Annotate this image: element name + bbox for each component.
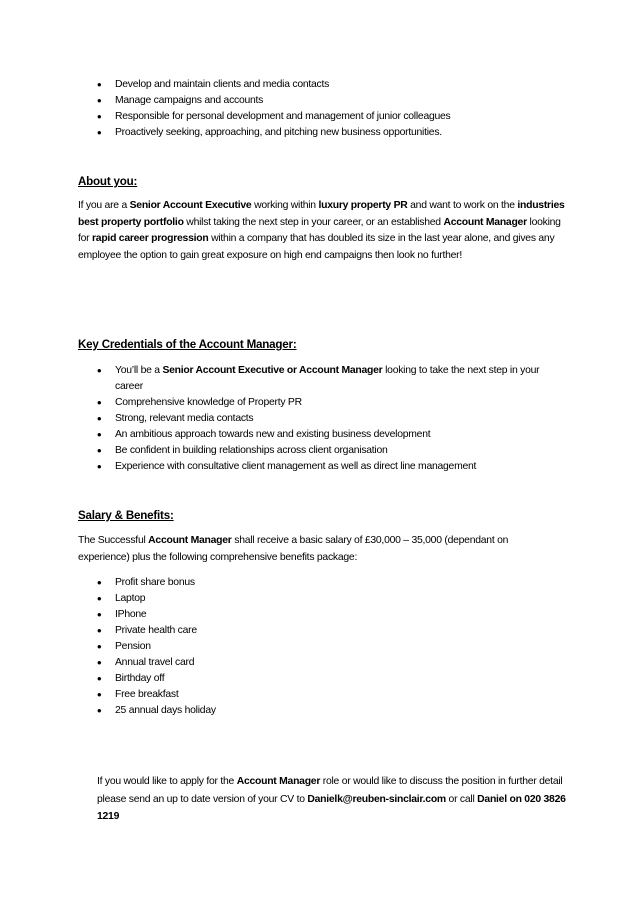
- list-item: • An ambitious approach towards new and existing business development: [97, 427, 567, 443]
- list-item: • Private health care: [97, 623, 567, 639]
- responsibilities-list: [97, 77, 567, 141]
- list-item: • Manage campaigns and accounts: [97, 93, 567, 109]
- credentials-heading: Key Credentials of the Account Manager:: [78, 338, 297, 351]
- list-item: • Profit share bonus: [97, 575, 567, 591]
- list-item: • You’ll be a Senior Account Executive or Account Manager looking to take the next step in your career: [97, 363, 567, 395]
- list-item: • Strong, relevant media contacts: [97, 411, 567, 427]
- list-item: • Pension: [97, 639, 567, 655]
- credentials-list: [97, 363, 567, 475]
- list-item: • Comprehensive knowledge of Property PR: [97, 395, 567, 411]
- benefits-list: [97, 575, 567, 719]
- list-item: • 25 annual days holiday: [97, 703, 567, 719]
- list-item: • Experience with consultative client management as well as direct line management: [97, 459, 567, 475]
- list-item: • Develop and maintain clients and media contacts: [97, 77, 567, 93]
- email-link[interactable]: Danielk@reuben-sinclair.com: [307, 793, 446, 805]
- list-item: • IPhone: [97, 607, 567, 623]
- list-item: • Annual travel card: [97, 655, 567, 671]
- about-heading: About you:: [78, 175, 138, 188]
- list-item: • Free breakfast: [97, 687, 567, 703]
- salary-heading: Salary & Benefits:: [78, 509, 174, 522]
- list-item: • Laptop: [97, 591, 567, 607]
- apply-paragraph: If you would like to apply for the Account Manager role or would like to discuss the position in further detail please send an up to date version of your CV to Danielk@reuben-sinclair.com or call Daniel on 020 3826 1219: [97, 776, 566, 822]
- phone-contact: Daniel on 020 3826 1219: [97, 793, 566, 822]
- list-item: • Be confident in building relationships across client organisation: [97, 443, 567, 459]
- list-item: • Responsible for personal development and management of junior colleagues: [97, 109, 567, 125]
- list-item: • Birthday off: [97, 671, 567, 687]
- list-item: • Proactively seeking, approaching, and pitching new business opportunities.: [97, 125, 567, 141]
- salary-paragraph: The Successful Account Manager shall receive a basic salary of £30,000 – 35,000 (dependant on experience) plus the following comprehensive benefits package:: [78, 535, 509, 563]
- about-paragraph: If you are a Senior Account Executive working within luxury property PR and want to work on the industries best property portfolio whilst taking the next step in your career, or an established Account Manager looking for rapid career progression within a company that has doubled its size in the last year alone, and gives any employee the option to gain great exposure on high end campaigns then look no further!: [78, 200, 565, 261]
